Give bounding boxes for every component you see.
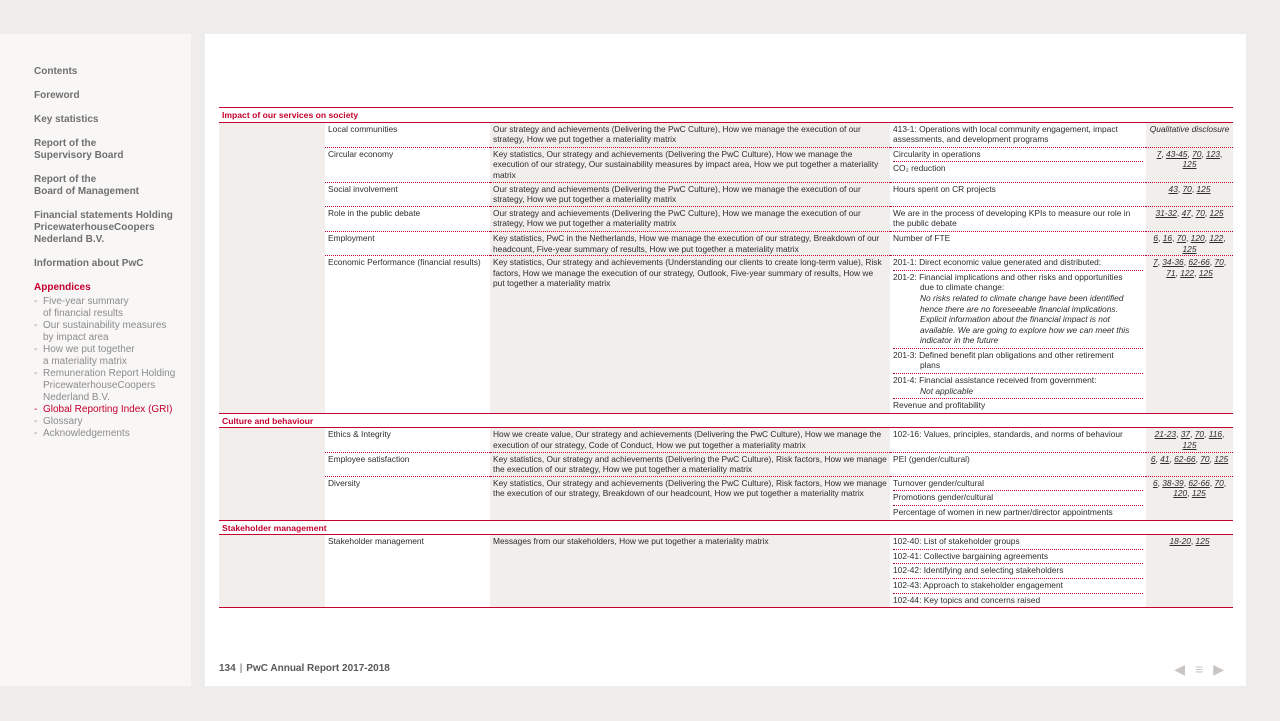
nav-item-label: Information about PwC: [34, 258, 144, 269]
table-row: [219, 476, 1233, 520]
reference-cell: Our strategy and achievements (Delivering the PwC Culture), How we manage the execution of our strategy, How we put together a materiality matrix: [490, 206, 890, 231]
footer-separator: |: [239, 663, 243, 674]
page-link[interactable]: 70: [1176, 232, 1187, 243]
page-link[interactable]: 43: [1168, 183, 1178, 194]
page-link[interactable]: 34-36: [1162, 257, 1184, 268]
nav-item-label: Appendices: [34, 282, 91, 293]
indicator-text: Turnover gender/cultural: [893, 477, 984, 488]
indicator-text: Revenue and profitability: [893, 400, 986, 411]
indicator-text: 102-43: Approach to stakeholder engagement: [893, 579, 1063, 590]
reference-cell: Key statistics, Our strategy and achievements (Delivering the PwC Culture), How we manage the execution of our strategy, Our sustainability measures by impact area, How we put together a materiality matrix: [490, 147, 890, 182]
indicator-item: [893, 232, 1143, 246]
page-link[interactable]: 122: [1209, 232, 1224, 243]
indicator-text: 102-16: Values, principles, standards, and norms of behaviour: [893, 429, 1123, 440]
section-header-row: [219, 108, 1233, 123]
page-link[interactable]: 125: [1182, 440, 1197, 451]
page-link[interactable]: 125: [1182, 159, 1197, 170]
indicator-item: [893, 564, 1143, 579]
page-link[interactable]: 125: [1214, 453, 1229, 464]
page-link[interactable]: 43-45: [1165, 148, 1188, 159]
indicator-item: [893, 183, 1143, 197]
indicator-text: 102-41: Collective bargaining agreements: [893, 550, 1049, 561]
reference-cell: How we create value, Our strategy and achievements (Delivering the PwC Culture), How we manage the execution of our strategy, Code of Conduct, How we put together a materiality matrix: [490, 428, 890, 452]
indicator-text: 413-1: Operations with local community engagement, impact assessments, and development programs: [893, 123, 1118, 145]
reference-cell: Our strategy and achievements (Delivering the PwC Culture), How we manage the execution of our strategy, How we put together a materiality matrix: [490, 182, 890, 206]
topic-cell: Employee satisfaction: [325, 452, 490, 476]
topic-cell: Economic Performance (financial results): [325, 256, 490, 414]
page-link[interactable]: 70: [1192, 148, 1202, 159]
indicator-item: [893, 349, 1143, 374]
table-row: [219, 452, 1233, 476]
pager: [1174, 661, 1224, 677]
indicator-item: [893, 491, 1143, 506]
page-link[interactable]: 62-66: [1188, 477, 1210, 488]
indicator-item: [893, 550, 1143, 565]
page-refs-cell: 6, 38-39, 62-66, 70, 120, 125: [1146, 476, 1233, 520]
page-link[interactable]: 6: [1150, 453, 1156, 464]
nav-item[interactable]: [34, 90, 184, 102]
indicator-item: [893, 271, 1143, 349]
indicator-subtext: due to climate change:: [920, 282, 1005, 293]
topic-cell: Diversity: [325, 476, 490, 520]
section-title: Impact of our services on society: [219, 108, 1233, 123]
page-link[interactable]: 6: [1153, 232, 1159, 243]
topic-cell: Social involvement: [325, 182, 490, 206]
page-refs-cell: 18-20, 125: [1146, 535, 1233, 608]
page-link[interactable]: 70: [1194, 429, 1205, 440]
page-link[interactable]: 7: [1156, 148, 1162, 159]
blank-cell: [219, 256, 325, 414]
blank-cell: [219, 206, 325, 231]
indicator-cell: [890, 231, 1146, 255]
next-page-icon[interactable]: ▶: [1213, 661, 1224, 677]
indicator-item: [893, 207, 1143, 231]
indicator-text: We are in the process of developing KPIs to measure our role in the public debate: [893, 207, 1131, 229]
indicator-cell: [890, 428, 1146, 452]
blank-cell: [219, 147, 325, 182]
indicator-item: [893, 594, 1143, 608]
nav-item-appendices[interactable]: [34, 282, 184, 294]
sub-nav-item[interactable]: - Remuneration Report Holding PricewaterhouseCoopers Nederland B.V.: [34, 368, 184, 404]
indicator-text: 201-3: Defined benefit plan obligations and other retirement: [893, 349, 1114, 360]
page-refs-cell: 6, 16, 70, 120, 122, 125: [1146, 231, 1233, 255]
indicator-cell: [890, 535, 1146, 608]
page-link[interactable]: 122: [1180, 267, 1195, 278]
page-link[interactable]: 125: [1191, 488, 1206, 499]
blank-cell: [219, 535, 325, 608]
nav-item[interactable]: [34, 258, 184, 270]
page-link[interactable]: 41: [1160, 453, 1170, 464]
blank-cell: [219, 122, 325, 147]
page-link[interactable]: 18-20: [1169, 536, 1191, 547]
page-link[interactable]: 16: [1162, 232, 1173, 243]
page-link[interactable]: 71: [1166, 267, 1176, 278]
page-refs-cell: [1146, 122, 1233, 147]
sub-nav-item[interactable]: - Our sustainability measures by impact area: [34, 320, 184, 344]
page-link[interactable]: 125: [1198, 267, 1213, 278]
indicator-text: 201-2: Financial implications and other risks and opportunities: [893, 271, 1123, 282]
appendices-sublist: [34, 296, 184, 440]
page-link[interactable]: 120: [1173, 488, 1188, 499]
page-link[interactable]: 47: [1181, 207, 1191, 218]
nav-item-label: Foreword: [34, 90, 80, 101]
nav-item[interactable]: [34, 114, 184, 126]
page-link[interactable]: 125: [1196, 183, 1211, 194]
page-link[interactable]: 37: [1180, 429, 1191, 440]
topic-cell: Stakeholder management: [325, 535, 490, 608]
menu-icon[interactable]: ≡: [1195, 661, 1204, 677]
page-link[interactable]: 125: [1182, 243, 1197, 254]
section-header-row: [219, 413, 1233, 428]
nav-item[interactable]: [34, 138, 184, 162]
nav-item-label: Report of the Supervisory Board: [34, 138, 124, 161]
blank-cell: [219, 182, 325, 206]
blank-cell: [219, 476, 325, 520]
page-link[interactable]: 123: [1206, 148, 1221, 159]
section-title: Stakeholder management: [219, 520, 1233, 535]
indicator-note: No risks related to climate change have been identified hence there are no foreseeable financial implications. Explicit information about the financial impact is not available. We are going to explore how we can meet this indicator in the future: [920, 292, 1130, 346]
page-refs-cell: 31-32, 47, 70, 125: [1146, 206, 1233, 231]
page-link[interactable]: 70: [1200, 453, 1210, 464]
indicator-item: [893, 123, 1143, 147]
page-link[interactable]: 70: [1195, 207, 1205, 218]
indicator-item: [893, 399, 1143, 413]
indicator-item: [893, 506, 1143, 520]
indicator-text: Promotions gender/cultural: [893, 492, 994, 503]
indicator-subtext: plans: [920, 360, 941, 371]
gri-table: [219, 107, 1233, 608]
page-link[interactable]: 6: [1152, 477, 1158, 488]
sidebar: [0, 34, 191, 686]
page-link[interactable]: 70: [1214, 477, 1224, 488]
page-link[interactable]: 116: [1208, 429, 1223, 440]
page-number: 134: [219, 663, 236, 674]
indicator-item: [893, 535, 1143, 550]
sidebar-nav: [34, 66, 184, 440]
page-footer: [219, 663, 390, 674]
blank-cell: [219, 452, 325, 476]
topic-cell: Role in the public debate: [325, 206, 490, 231]
sub-nav-item[interactable]: - Five-year summary of financial results: [34, 296, 184, 320]
sub-nav-item[interactable]: - Acknowledgements: [34, 428, 184, 440]
indicator-item: [893, 453, 1143, 467]
reference-cell: Key statistics, PwC in the Netherlands, How we manage the execution of our strategy, Breakdown of our headcount, Five-year summary of results, How we put together a materiality matrix: [490, 231, 890, 255]
page-link[interactable]: 120: [1190, 232, 1205, 243]
table-row: [219, 231, 1233, 255]
indicator-text: Number of FTE: [893, 232, 951, 243]
page-link[interactable]: 70: [1182, 183, 1192, 194]
reference-cell: Key statistics, Our strategy and achievements (Delivering the PwC Culture), Risk factors, How we manage the execution of our strategy, How we put together a materiality matrix: [490, 452, 890, 476]
nav-item-label: Key statistics: [34, 114, 99, 125]
indicator-item: [893, 256, 1143, 271]
table-row: [219, 206, 1233, 231]
table-row: [219, 256, 1233, 414]
document-page: [205, 34, 1246, 686]
page-refs-cell: 6, 41, 62-66, 70, 125: [1146, 452, 1233, 476]
page-link[interactable]: 70: [1214, 257, 1224, 268]
page-refs-cell: 7, 34-36, 62-66, 70, 71, 122, 125: [1146, 256, 1233, 414]
indicator-item: [893, 477, 1143, 492]
sub-nav-item[interactable]: - Global Reporting Index (GRI): [34, 404, 184, 416]
previous-page-icon[interactable]: ◀: [1174, 661, 1186, 677]
topic-cell: Employment: [325, 231, 490, 255]
reference-cell: Key statistics, Our strategy and achievements (Understanding our clients to create long-term value), Risk factors, How we manage the execution of our strategy, Outlook, Five-year summary of results, How we put together a materiality matrix: [490, 256, 890, 414]
nav-item-label: Report of the Board of Management: [34, 174, 140, 197]
indicator-text: 102-44: Key topics and concerns raised: [893, 594, 1041, 605]
topic-cell: Local communities: [325, 122, 490, 147]
sub-nav-item[interactable]: - Glossary: [34, 416, 184, 428]
indicator-text: 102-40: List of stakeholder groups: [893, 536, 1020, 547]
table-row: [219, 535, 1233, 608]
indicator-item: [893, 579, 1143, 594]
nav-item-label: Financial statements Holding PricewaterhouseCoopers Nederland B.V.: [34, 210, 173, 245]
section-header-row: [219, 520, 1233, 535]
table-row: [219, 182, 1233, 206]
sub-nav-item[interactable]: - How we put together a materiality matrix: [34, 344, 184, 368]
table-row: [219, 122, 1233, 147]
indicator-cell: [890, 147, 1146, 182]
blank-cell: [219, 231, 325, 255]
report-title: PwC Annual Report 2017-2018: [246, 663, 390, 674]
nav-item[interactable]: [34, 66, 184, 78]
topic-cell: Ethics & Integrity: [325, 428, 490, 452]
page-refs-cell: 43, 70, 125: [1146, 182, 1233, 206]
nav-item-label: Contents: [34, 66, 78, 77]
reference-cell: Key statistics, Our strategy and achievements (Delivering the PwC Culture), Risk factors, How we manage the execution of our strategy, Breakdown of our headcount, How we put together a materiality matrix: [490, 476, 890, 520]
indicator-text: Percentage of women in new partner/director appointments: [893, 507, 1113, 517]
page-link[interactable]: 38-39: [1162, 477, 1184, 488]
indicator-item: [893, 148, 1143, 163]
nav-item[interactable]: [34, 210, 184, 246]
qualitative-disclosure: Qualitative disclosure: [1149, 123, 1230, 134]
indicator-text: Circularity in operations: [893, 148, 981, 159]
page-link[interactable]: 31-32: [1155, 207, 1177, 218]
indicator-cell: [890, 122, 1146, 147]
blank-cell: [219, 428, 325, 452]
indicator-cell: [890, 452, 1146, 476]
table-row: [219, 428, 1233, 452]
section-title: Culture and behaviour: [219, 413, 1233, 428]
indicator-text: CO₂ reduction: [893, 163, 946, 174]
indicator-text: 102-42: Identifying and selecting stakeholders: [893, 565, 1064, 576]
page-refs-cell: 7, 43-45, 70, 123, 125: [1146, 147, 1233, 182]
indicator-text: Hours spent on CR projects: [893, 183, 996, 194]
page-link[interactable]: 7: [1152, 257, 1158, 268]
indicator-note: Not applicable: [920, 385, 974, 396]
topic-cell: Circular economy: [325, 147, 490, 182]
page-link[interactable]: 125: [1195, 536, 1210, 547]
indicator-item: [893, 428, 1143, 442]
reference-cell: Messages from our stakeholders, How we put together a materiality matrix: [490, 535, 890, 608]
table-row: [219, 147, 1233, 182]
page-link[interactable]: 62-66: [1174, 453, 1196, 464]
indicator-text: 201-1: Direct economic value generated and distributed:: [893, 257, 1102, 268]
indicator-text: 201-4: Financial assistance received from government:: [893, 375, 1097, 386]
page-refs-cell: 21-23, 37, 70, 116, 125: [1146, 428, 1233, 452]
page-link[interactable]: 125: [1209, 207, 1224, 218]
reference-cell: Our strategy and achievements (Delivering the PwC Culture), How we manage the execution of our strategy, How we put together a materiality matrix: [490, 122, 890, 147]
nav-item[interactable]: [34, 174, 184, 198]
indicator-item: [893, 162, 1143, 176]
indicator-text: PEI (gender/cultural): [893, 453, 970, 464]
indicator-cell: [890, 182, 1146, 206]
indicator-cell: [890, 476, 1146, 520]
page-link[interactable]: 62-66: [1188, 257, 1210, 268]
indicator-item: [893, 374, 1143, 399]
indicator-cell: [890, 206, 1146, 231]
indicator-cell: [890, 256, 1146, 414]
page-link[interactable]: 21-23: [1154, 429, 1177, 440]
